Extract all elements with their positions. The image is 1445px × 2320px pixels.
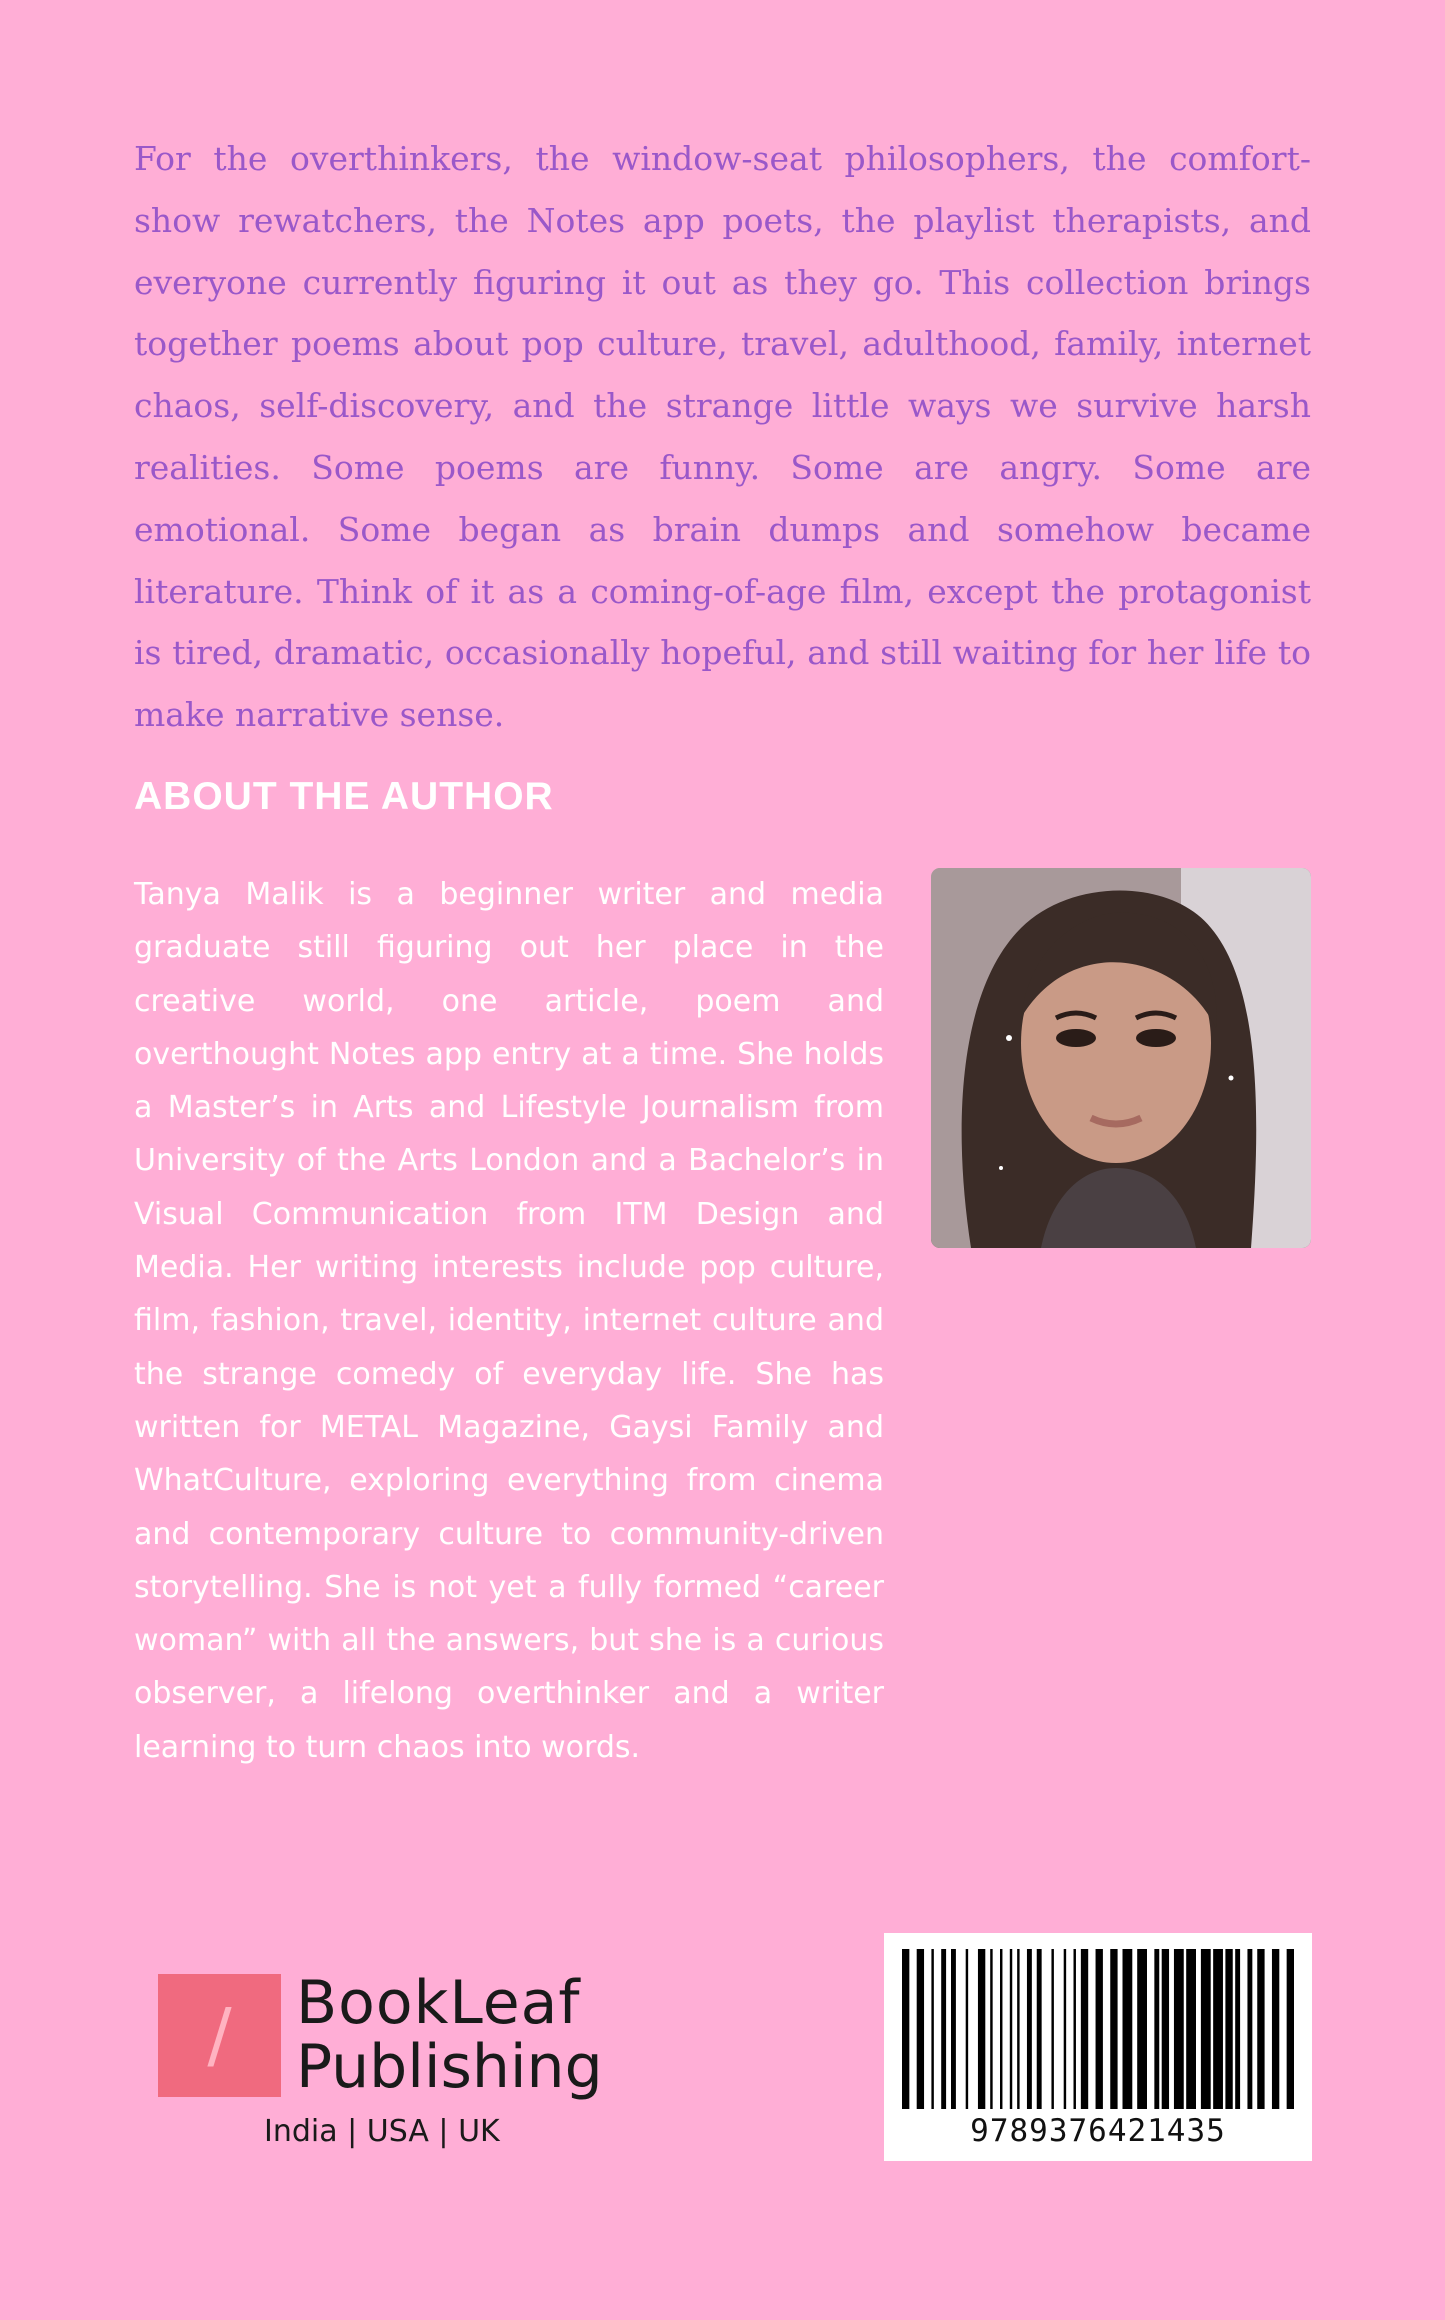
author-bio: Tanya Malik is a beginner writer and media graduate still figuring out her place in the creative world, one article, poem and overthought Notes app entry at a time. She holds a Master’s in Arts and Lifestyle Journalism from University of the Arts London and a Bachelor’s in Visual Communication from ITM Design and Media. Her writing interests include pop culture, film, fashion, travel, identity, internet culture and the strange comedy of everyday life. She has written for METAL Magazine, Gaysi Family and WhatCulture, exploring everything from cinema and contemporary culture to community-driven storytelling. She is not yet a fully formed “career woman” with all the answers, but she is a curious observer, a lifelong overthinker and a writer learning to turn chaos into words. [134, 877, 884, 1765]
barcode-bar [1051, 1949, 1053, 2109]
barcode-bar [1000, 1949, 1002, 2109]
publisher-logo [158, 1962, 618, 2162]
barcode-bar [917, 1949, 924, 2109]
barcode-bar [1096, 1949, 1103, 2109]
barcode-bar [1110, 1949, 1117, 2109]
barcode-bar [1064, 1949, 1066, 2109]
barcode-bar [1235, 1949, 1240, 2109]
isbn-number: 9789376421435 [970, 2113, 1226, 2149]
barcode-bar [1247, 1949, 1252, 2109]
barcode-bar [966, 1949, 968, 2109]
barcode-bar [951, 1949, 956, 2109]
back-cover-blurb: For the overthinkers, the window-seat philosophers, the comfort-show rewatchers, the Notes app poets, the playlist therapists, and everyone currently figuring it out as they go. This collection brings together poems about pop culture, travel, adulthood, family, internet chaos, self-discovery, and the strange little ways we survive harsh realities. Some poems are funny. Some are angry. Some are emotional. Some began as brain dumps and somehow became literature. Think of it as a coming-of-age film, except the protagonist is tired, dramatic, occasionally hopeful, and still waiting for her life to make narrative sense. [134, 139, 1311, 735]
barcode-bar [1017, 1949, 1019, 2109]
publisher-name-line1: BookLeaf [296, 1968, 581, 2038]
barcode-bar [1257, 1949, 1264, 2109]
barcode-bar [941, 1949, 946, 2109]
barcode-bar [931, 1949, 933, 2109]
barcode-bar [990, 1949, 992, 2109]
barcode-bars [902, 1949, 1294, 2109]
barcode-bar [978, 1949, 985, 2109]
publisher-name-line2: Publishing [296, 2032, 603, 2102]
barcode-bar [1213, 1949, 1223, 2109]
barcode-bar [902, 1949, 909, 2109]
barcode-bar [1272, 1949, 1279, 2109]
barcode-bar [1137, 1949, 1147, 2109]
barcode-bar [1074, 1949, 1076, 2109]
barcode-bar [1081, 1949, 1088, 2109]
barcode-bar [1154, 1949, 1159, 2109]
barcode-bar [1162, 1949, 1169, 2109]
barcode-bar [1027, 1949, 1032, 2109]
barcode-bar [1174, 1949, 1184, 2109]
author-photo [931, 868, 1311, 1248]
barcode-bar [1287, 1949, 1294, 2109]
about-author-heading: ABOUT THE AUTHOR [134, 775, 554, 818]
isbn-barcode [884, 1933, 1312, 2161]
author-portrait-illustration [931, 868, 1311, 1248]
barcode-bar [1123, 1949, 1133, 2109]
logo-slash-icon: / [207, 1993, 232, 2077]
barcode-bar [1225, 1949, 1232, 2109]
barcode-bar [1010, 1949, 1012, 2109]
barcode-bar [1186, 1949, 1196, 2109]
barcode-bar [1201, 1949, 1211, 2109]
barcode-bar [1037, 1949, 1042, 2109]
publisher-regions: India | USA | UK [264, 2114, 500, 2149]
